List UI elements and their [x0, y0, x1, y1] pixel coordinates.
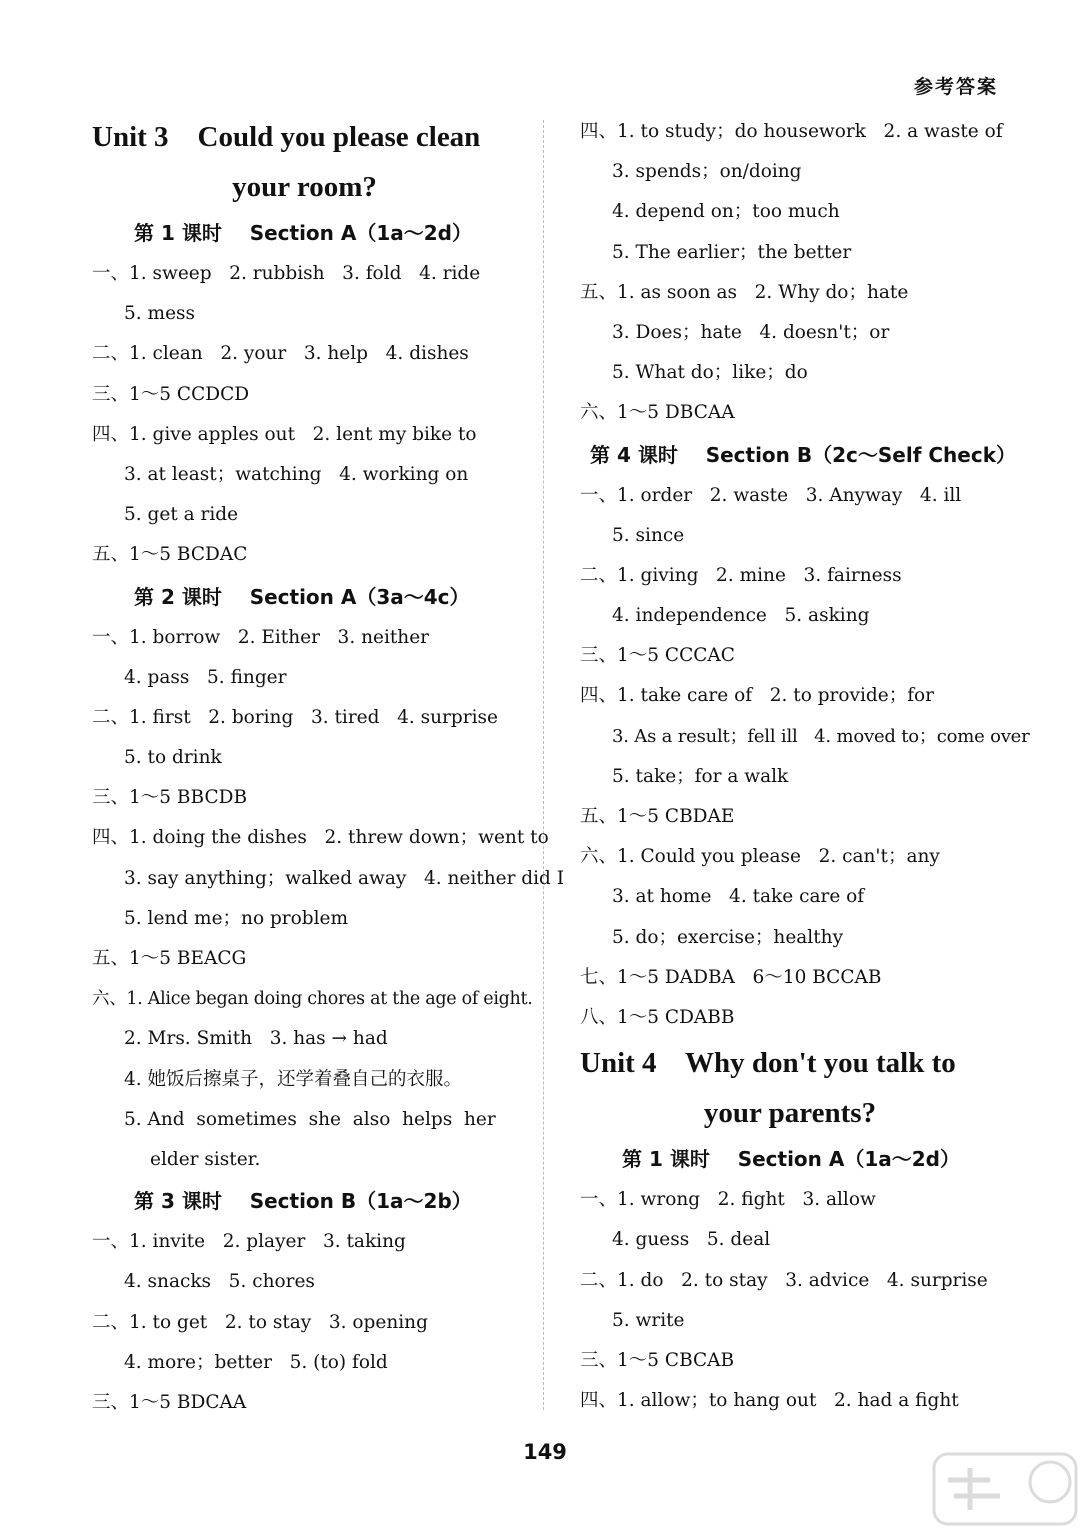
lesson-heading: 第 3 课时 Section B（1a～2b） [134, 1189, 472, 1214]
watermark-logo-icon [930, 1450, 1080, 1528]
answer-line: 三、1～5 CBCAB [580, 1349, 735, 1371]
answer-line: 4. more；better 5. (to) fold [124, 1351, 388, 1373]
answer-line: 二、1. first 2. boring 3. tired 4. surprise [92, 706, 498, 728]
answer-line: 四、1. doing the dishes 2. threw down；went to [92, 827, 549, 849]
answer-line: 5. And sometimes she also helps her [124, 1108, 496, 1130]
unit-4-title-line-1: Unit 4 Why don't you talk to [580, 1047, 956, 1080]
unit-3-title-line-2: your room? [232, 171, 377, 203]
left-column [92, 112, 565, 1423]
answer-line: 4. guess 5. deal [612, 1229, 771, 1251]
answer-line: 3. As a result；fell ill 4. moved to；come over [612, 725, 1030, 747]
page-number: 149 [523, 1440, 567, 1464]
answer-line: 5. take；for a walk [612, 765, 789, 787]
answer-line: 5. do；exercise；healthy [612, 926, 844, 948]
answer-line: 5. lend me；no problem [124, 907, 349, 929]
answer-line: 四、1. take care of 2. to provide；for [580, 685, 935, 707]
answer-line: 五、1～5 BEACG [92, 948, 247, 969]
answer-line: 二、1. giving 2. mine 3. fairness [580, 564, 902, 586]
lesson-heading: 第 2 课时 Section A（3a～4c） [134, 584, 470, 609]
answer-line: 5. since [612, 524, 685, 546]
answer-line: 4. snacks 5. chores [124, 1271, 315, 1293]
answer-line: 4. independence 5. asking [612, 605, 870, 627]
unit-4-title-line-2: your parents? [703, 1097, 877, 1130]
answer-line: 三、1～5 BDCAA [92, 1391, 247, 1413]
answer-line: 4. 她饭后擦桌子，还学着叠自己的衣服。 [124, 1068, 463, 1090]
answer-line: 3. say anything；walked away 4. neither did I [124, 867, 565, 889]
unit-3-title [92, 112, 517, 212]
answer-line: 六、1. Alice began doing chores at the age of eight. [92, 989, 533, 1010]
answer-line: 一、1. sweep 2. rubbish 3. fold 4. ride [92, 263, 481, 284]
column-divider [543, 120, 544, 1410]
lesson-heading: 第 1 课时 Section A（1a～2d） [134, 221, 472, 245]
answer-line: 四、1. give apples out 2. lent my bike to [92, 423, 477, 445]
page-header: 参考答案 [913, 76, 998, 98]
answer-line: 三、1～5 CCDCD [92, 383, 250, 405]
answer-line: 5. to drink [124, 747, 222, 769]
answer-line: 一、1. order 2. waste 3. Anyway 4. ill [580, 484, 962, 506]
answer-line: 四、1. to study；do housework 2. a waste of [580, 121, 1003, 142]
answer-line: 三、1～5 CCCAC [580, 645, 735, 667]
answer-line: 5. write [612, 1309, 685, 1331]
right-column [580, 112, 1030, 1421]
answer-line: 七、1～5 DADBA 6～10 BCCAB [580, 966, 882, 988]
unit-4-title [580, 1038, 1000, 1138]
lesson-heading: 第 4 课时 Section B（2c～Self Check） [590, 442, 1017, 467]
answer-line: 5. mess [124, 303, 196, 325]
answer-line: 八、1～5 CDABB [580, 1006, 735, 1028]
answer-line: 二、1. to get 2. to stay 3. opening [92, 1311, 428, 1333]
unit-3-title-line-1: Unit 3 Could you please clean [92, 121, 481, 153]
lesson-heading: 第 1 课时 Section A（1a～2d） [622, 1147, 960, 1172]
answer-line: 5. The earlier；the better [612, 241, 852, 263]
answer-line: 一、1. borrow 2. Either 3. neither [92, 626, 430, 648]
answer-line: 2. Mrs. Smith 3. has → had [124, 1028, 388, 1050]
answer-line: 5. What do；like；do [612, 362, 808, 384]
answer-line: 二、1. do 2. to stay 3. advice 4. surprise [580, 1269, 988, 1291]
answer-line: 六、1～5 DBCAA [580, 402, 735, 424]
answer-line: 4. depend on；too much [612, 201, 840, 223]
answer-line: 3. spends；on/doing [612, 161, 802, 183]
answer-line: 3. at least；watching 4. working on [124, 463, 469, 485]
answer-line: elder sister. [150, 1148, 261, 1170]
answer-line: 四、1. allow；to hang out 2. had a fight [580, 1390, 959, 1412]
answer-line: 一、1. wrong 2. fight 3. allow [580, 1189, 876, 1211]
answer-line: 六、1. Could you please 2. can't；any [580, 846, 940, 868]
answer-line: 一、1. invite 2. player 3. taking [92, 1231, 406, 1253]
answer-line: 3. at home 4. take care of [612, 886, 865, 908]
answer-line: 4. pass 5. finger [124, 666, 287, 688]
answer-line: 二、1. clean 2. your 3. help 4. dishes [92, 343, 469, 365]
answer-line: 五、1～5 BCDAC [92, 544, 248, 566]
answer-line: 3. Does；hate 4. doesn't；or [612, 321, 890, 343]
answer-line: 五、1～5 CBDAE [580, 806, 735, 827]
answer-line: 五、1. as soon as 2. Why do；hate [580, 281, 909, 303]
answer-line: 5. get a ride [124, 504, 239, 526]
answer-line: 三、1～5 BBCDB [92, 787, 248, 809]
